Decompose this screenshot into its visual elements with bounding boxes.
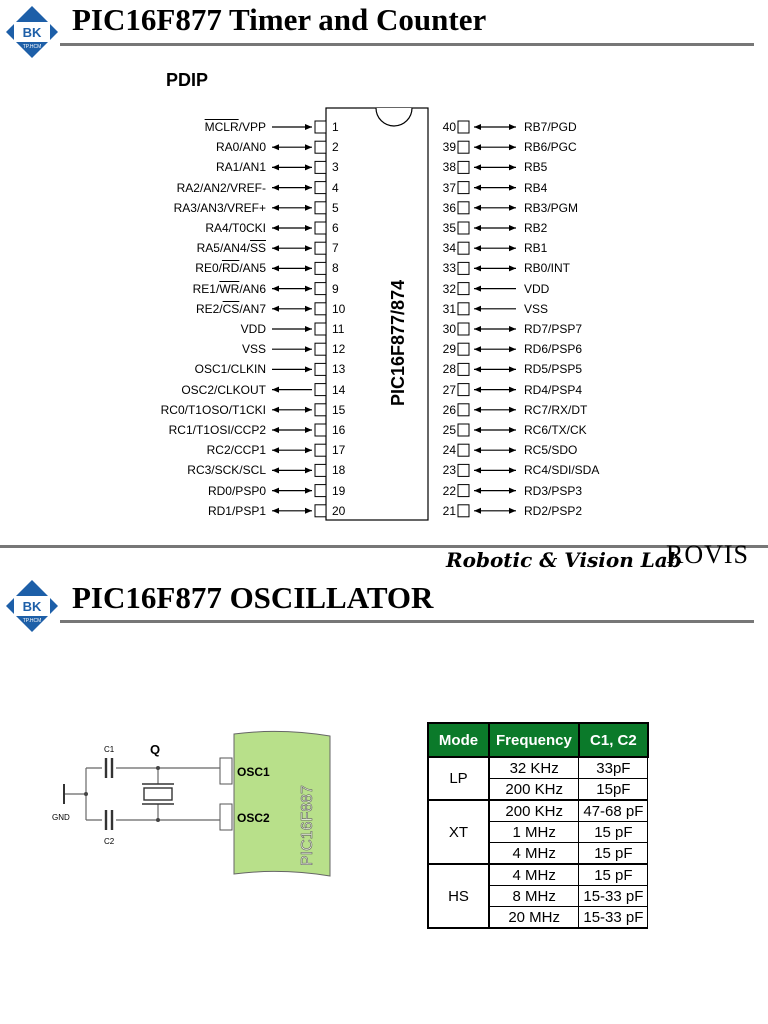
pin-box bbox=[458, 222, 469, 234]
pin-arrowhead bbox=[305, 326, 312, 332]
pin-arrowhead bbox=[305, 144, 312, 150]
pin-label: RC7/RX/DT bbox=[524, 402, 588, 417]
pin-arrowhead bbox=[474, 488, 481, 494]
package-label: PDIP bbox=[166, 70, 209, 90]
pin-label: RB7/PGD bbox=[524, 120, 577, 134]
pin-label: VSS bbox=[524, 301, 549, 316]
svg-text:TP.HCM: TP.HCM bbox=[22, 44, 42, 50]
pin-arrowhead bbox=[474, 387, 481, 393]
pin-box bbox=[458, 303, 469, 315]
pin-label: $RE0/\overline{RD}/AN5$ bbox=[195, 261, 266, 276]
pin-label: RC6/TX/CK bbox=[524, 423, 587, 437]
pin-arrowhead bbox=[509, 245, 516, 251]
pin-arrowhead bbox=[272, 286, 279, 292]
pin-arrowhead bbox=[305, 488, 312, 494]
pin-label: RD7/PSP7 bbox=[524, 322, 583, 336]
pin-arrowhead bbox=[474, 265, 481, 271]
pin-arrowhead bbox=[305, 265, 312, 271]
pin-label: RB6/PGC bbox=[524, 140, 577, 155]
pin-number: 5 bbox=[332, 200, 339, 215]
pin-number: 37 bbox=[442, 180, 456, 195]
pin-label: RA3/AN3/VREF+ bbox=[173, 200, 266, 215]
pin-arrowhead bbox=[509, 144, 516, 150]
pin-box bbox=[458, 464, 469, 476]
pin-box bbox=[315, 242, 326, 254]
pin-number: 25 bbox=[442, 423, 456, 437]
pin-box bbox=[458, 444, 469, 456]
pin-arrowhead bbox=[509, 265, 516, 271]
pin-box bbox=[458, 121, 469, 133]
frequency-cell: 4 MHz bbox=[489, 843, 579, 865]
pin-box bbox=[458, 343, 469, 355]
pin-label: VDD bbox=[240, 322, 266, 336]
pin-arrowhead bbox=[509, 185, 516, 191]
pin-label: RD3/PSP3 bbox=[524, 483, 583, 498]
pin-arrowhead bbox=[474, 144, 481, 150]
pin-number: 18 bbox=[332, 463, 346, 478]
pin-box bbox=[458, 141, 469, 153]
pin-arrowhead bbox=[305, 205, 312, 211]
pin-arrowhead bbox=[474, 124, 481, 130]
capacitance-cell: 15-33 pF bbox=[579, 907, 648, 929]
pin-box bbox=[315, 464, 326, 476]
pin-arrowhead bbox=[272, 205, 279, 211]
pin-arrowhead bbox=[305, 124, 312, 130]
pin-arrowhead bbox=[474, 346, 481, 352]
pin-box bbox=[315, 262, 326, 274]
header-capacitance: C1, C2 bbox=[579, 723, 648, 757]
pin-arrowhead bbox=[509, 508, 516, 514]
pin-number: 24 bbox=[442, 443, 456, 458]
pin-box bbox=[315, 121, 326, 133]
pin-arrowhead bbox=[509, 488, 516, 494]
pin-label: RC4/SDI/SDA bbox=[524, 463, 600, 478]
pin-box bbox=[315, 283, 326, 295]
pin-arrowhead bbox=[305, 306, 312, 312]
pin-arrowhead bbox=[272, 225, 279, 231]
pin-arrowhead bbox=[509, 124, 516, 130]
slide-title: PIC16F877 OSCILLATOR bbox=[72, 580, 434, 615]
capacitance-cell: 15pF bbox=[579, 779, 648, 801]
pin-number: 23 bbox=[442, 463, 456, 478]
pin-number: 19 bbox=[332, 483, 346, 498]
pin-number: 33 bbox=[442, 261, 456, 276]
capacitance-cell: 15 pF bbox=[579, 843, 648, 865]
pin-number: 39 bbox=[442, 140, 456, 155]
pin-label: RC2/CCP1 bbox=[206, 443, 266, 458]
gnd-label: GND bbox=[52, 813, 70, 822]
pin-arrowhead bbox=[305, 447, 312, 453]
pin-box bbox=[315, 222, 326, 234]
pin-arrowhead bbox=[474, 306, 481, 312]
pin-box bbox=[315, 182, 326, 194]
pin-box bbox=[315, 303, 326, 315]
table-row bbox=[428, 757, 648, 779]
pin-arrowhead bbox=[305, 508, 312, 514]
pin-label: RD5/PSP5 bbox=[524, 362, 583, 377]
pin-box bbox=[315, 161, 326, 173]
frequency-cell: 4 MHz bbox=[489, 864, 579, 886]
pin-arrowhead bbox=[305, 286, 312, 292]
pin-number: 3 bbox=[332, 160, 339, 175]
frequency-cell: 200 KHz bbox=[489, 779, 579, 801]
capacitance-cell: 15-33 pF bbox=[579, 886, 648, 907]
pin-arrowhead bbox=[474, 447, 481, 453]
pin-arrowhead bbox=[509, 164, 516, 170]
pin-arrowhead bbox=[509, 366, 516, 372]
pin-arrowhead bbox=[272, 245, 279, 251]
pin-number: 26 bbox=[442, 402, 456, 417]
chip-label: PIC16F887 bbox=[299, 785, 316, 866]
pin-label: RA0/AN0 bbox=[215, 140, 266, 155]
frequency-cell: 200 KHz bbox=[489, 800, 579, 822]
pin-box bbox=[458, 485, 469, 497]
pin-number: 21 bbox=[442, 503, 456, 518]
svg-text:TP.HCM: TP.HCM bbox=[22, 618, 42, 624]
pin-box bbox=[458, 182, 469, 194]
table-header-row bbox=[428, 723, 648, 757]
bk-logo-icon bbox=[4, 578, 60, 634]
pin-box bbox=[315, 424, 326, 436]
title-rule bbox=[60, 620, 754, 623]
pin-number: 40 bbox=[442, 120, 456, 134]
pin-number: 4 bbox=[332, 180, 339, 195]
pin-arrowhead bbox=[509, 205, 516, 211]
pin-box bbox=[458, 283, 469, 295]
pin-arrowhead bbox=[474, 245, 481, 251]
capacitance-cell: 47-68 pF bbox=[579, 800, 648, 822]
pin-box bbox=[458, 161, 469, 173]
pin-arrowhead bbox=[509, 447, 516, 453]
pin-number: 35 bbox=[442, 221, 456, 235]
pin-number: 17 bbox=[332, 443, 346, 458]
pin-box bbox=[458, 384, 469, 396]
pin-arrowhead bbox=[474, 286, 481, 292]
pin-arrowhead bbox=[474, 164, 481, 170]
pin-label: RA2/AN2/VREF- bbox=[176, 180, 266, 195]
pin-arrowhead bbox=[272, 407, 279, 413]
mode-cell: XT bbox=[428, 800, 489, 864]
pin-label: RD1/PSP1 bbox=[207, 503, 266, 518]
pin-arrowhead bbox=[272, 467, 279, 473]
pin-arrowhead bbox=[272, 447, 279, 453]
pin-label: RC1/T1OSI/CCP2 bbox=[168, 423, 266, 437]
frequency-cell: 32 KHz bbox=[489, 757, 579, 779]
mode-cell: LP bbox=[428, 757, 489, 800]
svg-text:BK: BK bbox=[22, 25, 42, 40]
frequency-cell: 20 MHz bbox=[489, 907, 579, 929]
pin-arrowhead bbox=[509, 427, 516, 433]
header-frequency: Frequency bbox=[489, 723, 579, 757]
capacitance-cell: 33pF bbox=[579, 757, 648, 779]
pin-arrowhead bbox=[272, 488, 279, 494]
pin-label: RD4/PSP4 bbox=[524, 382, 583, 397]
pin-label: RB0/INT bbox=[524, 261, 571, 276]
pin-arrowhead bbox=[509, 407, 516, 413]
pin-arrowhead bbox=[509, 326, 516, 332]
oscillator-circuit bbox=[40, 728, 340, 878]
pin-box bbox=[315, 202, 326, 214]
pin-arrowhead bbox=[305, 407, 312, 413]
pin-arrowhead bbox=[272, 387, 279, 393]
pin-number: 29 bbox=[442, 342, 456, 357]
pin-number: 27 bbox=[442, 382, 456, 397]
pin-arrowhead bbox=[305, 225, 312, 231]
mode-cell: HS bbox=[428, 864, 489, 928]
pin-label: RD6/PSP6 bbox=[524, 342, 583, 357]
pin-number: 12 bbox=[332, 342, 346, 357]
pin-arrowhead bbox=[305, 185, 312, 191]
pin-number: 28 bbox=[442, 362, 456, 377]
pin-arrowhead bbox=[509, 387, 516, 393]
pin-label: RC0/T1OSO/T1CKI bbox=[160, 402, 266, 417]
pin-box bbox=[458, 262, 469, 274]
pin-box bbox=[458, 505, 469, 517]
pin-arrowhead bbox=[272, 144, 279, 150]
pin-arrowhead bbox=[474, 407, 481, 413]
pin-number: 2 bbox=[332, 140, 339, 155]
pin-label: RA1/AN1 bbox=[215, 160, 266, 175]
pin-box bbox=[458, 424, 469, 436]
pin-number: 30 bbox=[442, 322, 456, 336]
pin-box bbox=[315, 505, 326, 517]
pin-arrowhead bbox=[305, 467, 312, 473]
pin-label: $RE1/\overline{WR}/AN6$ bbox=[192, 281, 266, 296]
pin-number: 14 bbox=[332, 382, 346, 397]
pin-box bbox=[458, 242, 469, 254]
pin-arrowhead bbox=[474, 225, 481, 231]
pin-label: RB1 bbox=[524, 241, 548, 256]
crystal-label: Q bbox=[150, 742, 161, 757]
pin-arrowhead bbox=[474, 508, 481, 514]
pin-arrowhead bbox=[272, 508, 279, 514]
pin-number: 1 bbox=[332, 120, 339, 134]
pin-label: RB5 bbox=[524, 160, 548, 175]
table-row bbox=[428, 864, 648, 886]
pin-arrowhead bbox=[474, 185, 481, 191]
pin-arrowhead bbox=[272, 164, 279, 170]
pin-box bbox=[458, 323, 469, 335]
capacitance-cell: 15 pF bbox=[579, 822, 648, 843]
pin-label: RB2 bbox=[524, 221, 548, 235]
pin-label: VDD bbox=[524, 281, 550, 296]
pin-arrowhead bbox=[474, 467, 481, 473]
pin-number: 34 bbox=[442, 241, 456, 256]
c2-label: C2 bbox=[104, 837, 115, 846]
pin-label: RB4 bbox=[524, 180, 548, 195]
pin-label: VSS bbox=[241, 342, 266, 357]
pin-number: 20 bbox=[332, 503, 346, 518]
pin-label: RC5/SDO bbox=[524, 443, 578, 458]
pin-box bbox=[315, 323, 326, 335]
pin-number: 31 bbox=[442, 301, 456, 316]
pin-arrowhead bbox=[305, 427, 312, 433]
pin-number: 9 bbox=[332, 281, 339, 296]
pin-box bbox=[315, 485, 326, 497]
osc1-pin bbox=[220, 758, 232, 784]
header-mode: Mode bbox=[428, 723, 489, 757]
pin-arrowhead bbox=[305, 245, 312, 251]
table-row bbox=[428, 800, 648, 822]
pin-number: 11 bbox=[332, 322, 345, 336]
pin-arrowhead bbox=[474, 326, 481, 332]
frequency-cell: 8 MHz bbox=[489, 886, 579, 907]
pin-arrowhead bbox=[474, 366, 481, 372]
osc2-pin bbox=[220, 804, 232, 830]
osc2-label: OSC2 bbox=[237, 811, 270, 825]
pin-label: $RE2/\overline{CS}/AN7$ bbox=[195, 301, 266, 316]
pin-label: $RA5/AN4/\overline{SS}$ bbox=[196, 241, 266, 256]
pin-number: 8 bbox=[332, 261, 339, 276]
rovis-logo-text: ROVIS bbox=[666, 540, 750, 569]
pin-arrowhead bbox=[272, 265, 279, 271]
pin-box bbox=[315, 363, 326, 375]
pin-number: 7 bbox=[332, 241, 339, 256]
pin-label: RD2/PSP2 bbox=[524, 503, 583, 518]
pin-arrowhead bbox=[272, 185, 279, 191]
pin-box bbox=[315, 404, 326, 416]
pin-label: MCLR/VPP bbox=[204, 120, 266, 134]
pin-number: 10 bbox=[332, 301, 346, 316]
pin-number: 32 bbox=[442, 281, 456, 296]
pin-box bbox=[458, 363, 469, 375]
pin-box bbox=[315, 141, 326, 153]
pin-number: 36 bbox=[442, 200, 456, 215]
pin-label: RD0/PSP0 bbox=[207, 483, 266, 498]
lab-name: Robotic & Vision Lab bbox=[446, 548, 682, 572]
pin-arrowhead bbox=[305, 164, 312, 170]
pin-box bbox=[458, 202, 469, 214]
pin-arrowhead bbox=[272, 306, 279, 312]
pin-label: OSC2/CLKOUT bbox=[181, 382, 266, 397]
pin-arrowhead bbox=[474, 205, 481, 211]
capacitance-cell: 15 pF bbox=[579, 864, 648, 886]
pin-box bbox=[315, 444, 326, 456]
slide-title: PIC16F877 Timer and Counter bbox=[72, 2, 487, 37]
pin-number: 13 bbox=[332, 362, 346, 377]
pin-box bbox=[315, 343, 326, 355]
pin-number: 22 bbox=[442, 483, 456, 498]
frequency-cell: 1 MHz bbox=[489, 822, 579, 843]
pin-arrowhead bbox=[509, 225, 516, 231]
pin-label: RA4/T0CKI bbox=[205, 221, 266, 235]
pin-label: RB3/PGM bbox=[524, 200, 579, 215]
pin-label: OSC1/CLKIN bbox=[194, 362, 266, 377]
pin-arrowhead bbox=[474, 427, 481, 433]
pin-number: 38 bbox=[442, 160, 456, 175]
osc1-label: OSC1 bbox=[237, 765, 270, 779]
svg-text:BK: BK bbox=[22, 599, 42, 614]
pin-arrowhead bbox=[272, 427, 279, 433]
pin-number: 16 bbox=[332, 423, 346, 437]
pin-arrowhead bbox=[509, 346, 516, 352]
pin-box bbox=[315, 384, 326, 396]
pin-label: RC3/SCK/SCL bbox=[187, 463, 266, 478]
pin-number: 15 bbox=[332, 402, 346, 417]
oscillator-table bbox=[427, 722, 649, 929]
pin-arrowhead bbox=[305, 346, 312, 352]
pin-number: 6 bbox=[332, 221, 339, 235]
pin-arrowhead bbox=[305, 366, 312, 372]
chip-label: PIC16F877/874 bbox=[388, 279, 408, 406]
pin-box bbox=[458, 404, 469, 416]
c1-label: C1 bbox=[104, 745, 115, 754]
pin-arrowhead bbox=[509, 467, 516, 473]
